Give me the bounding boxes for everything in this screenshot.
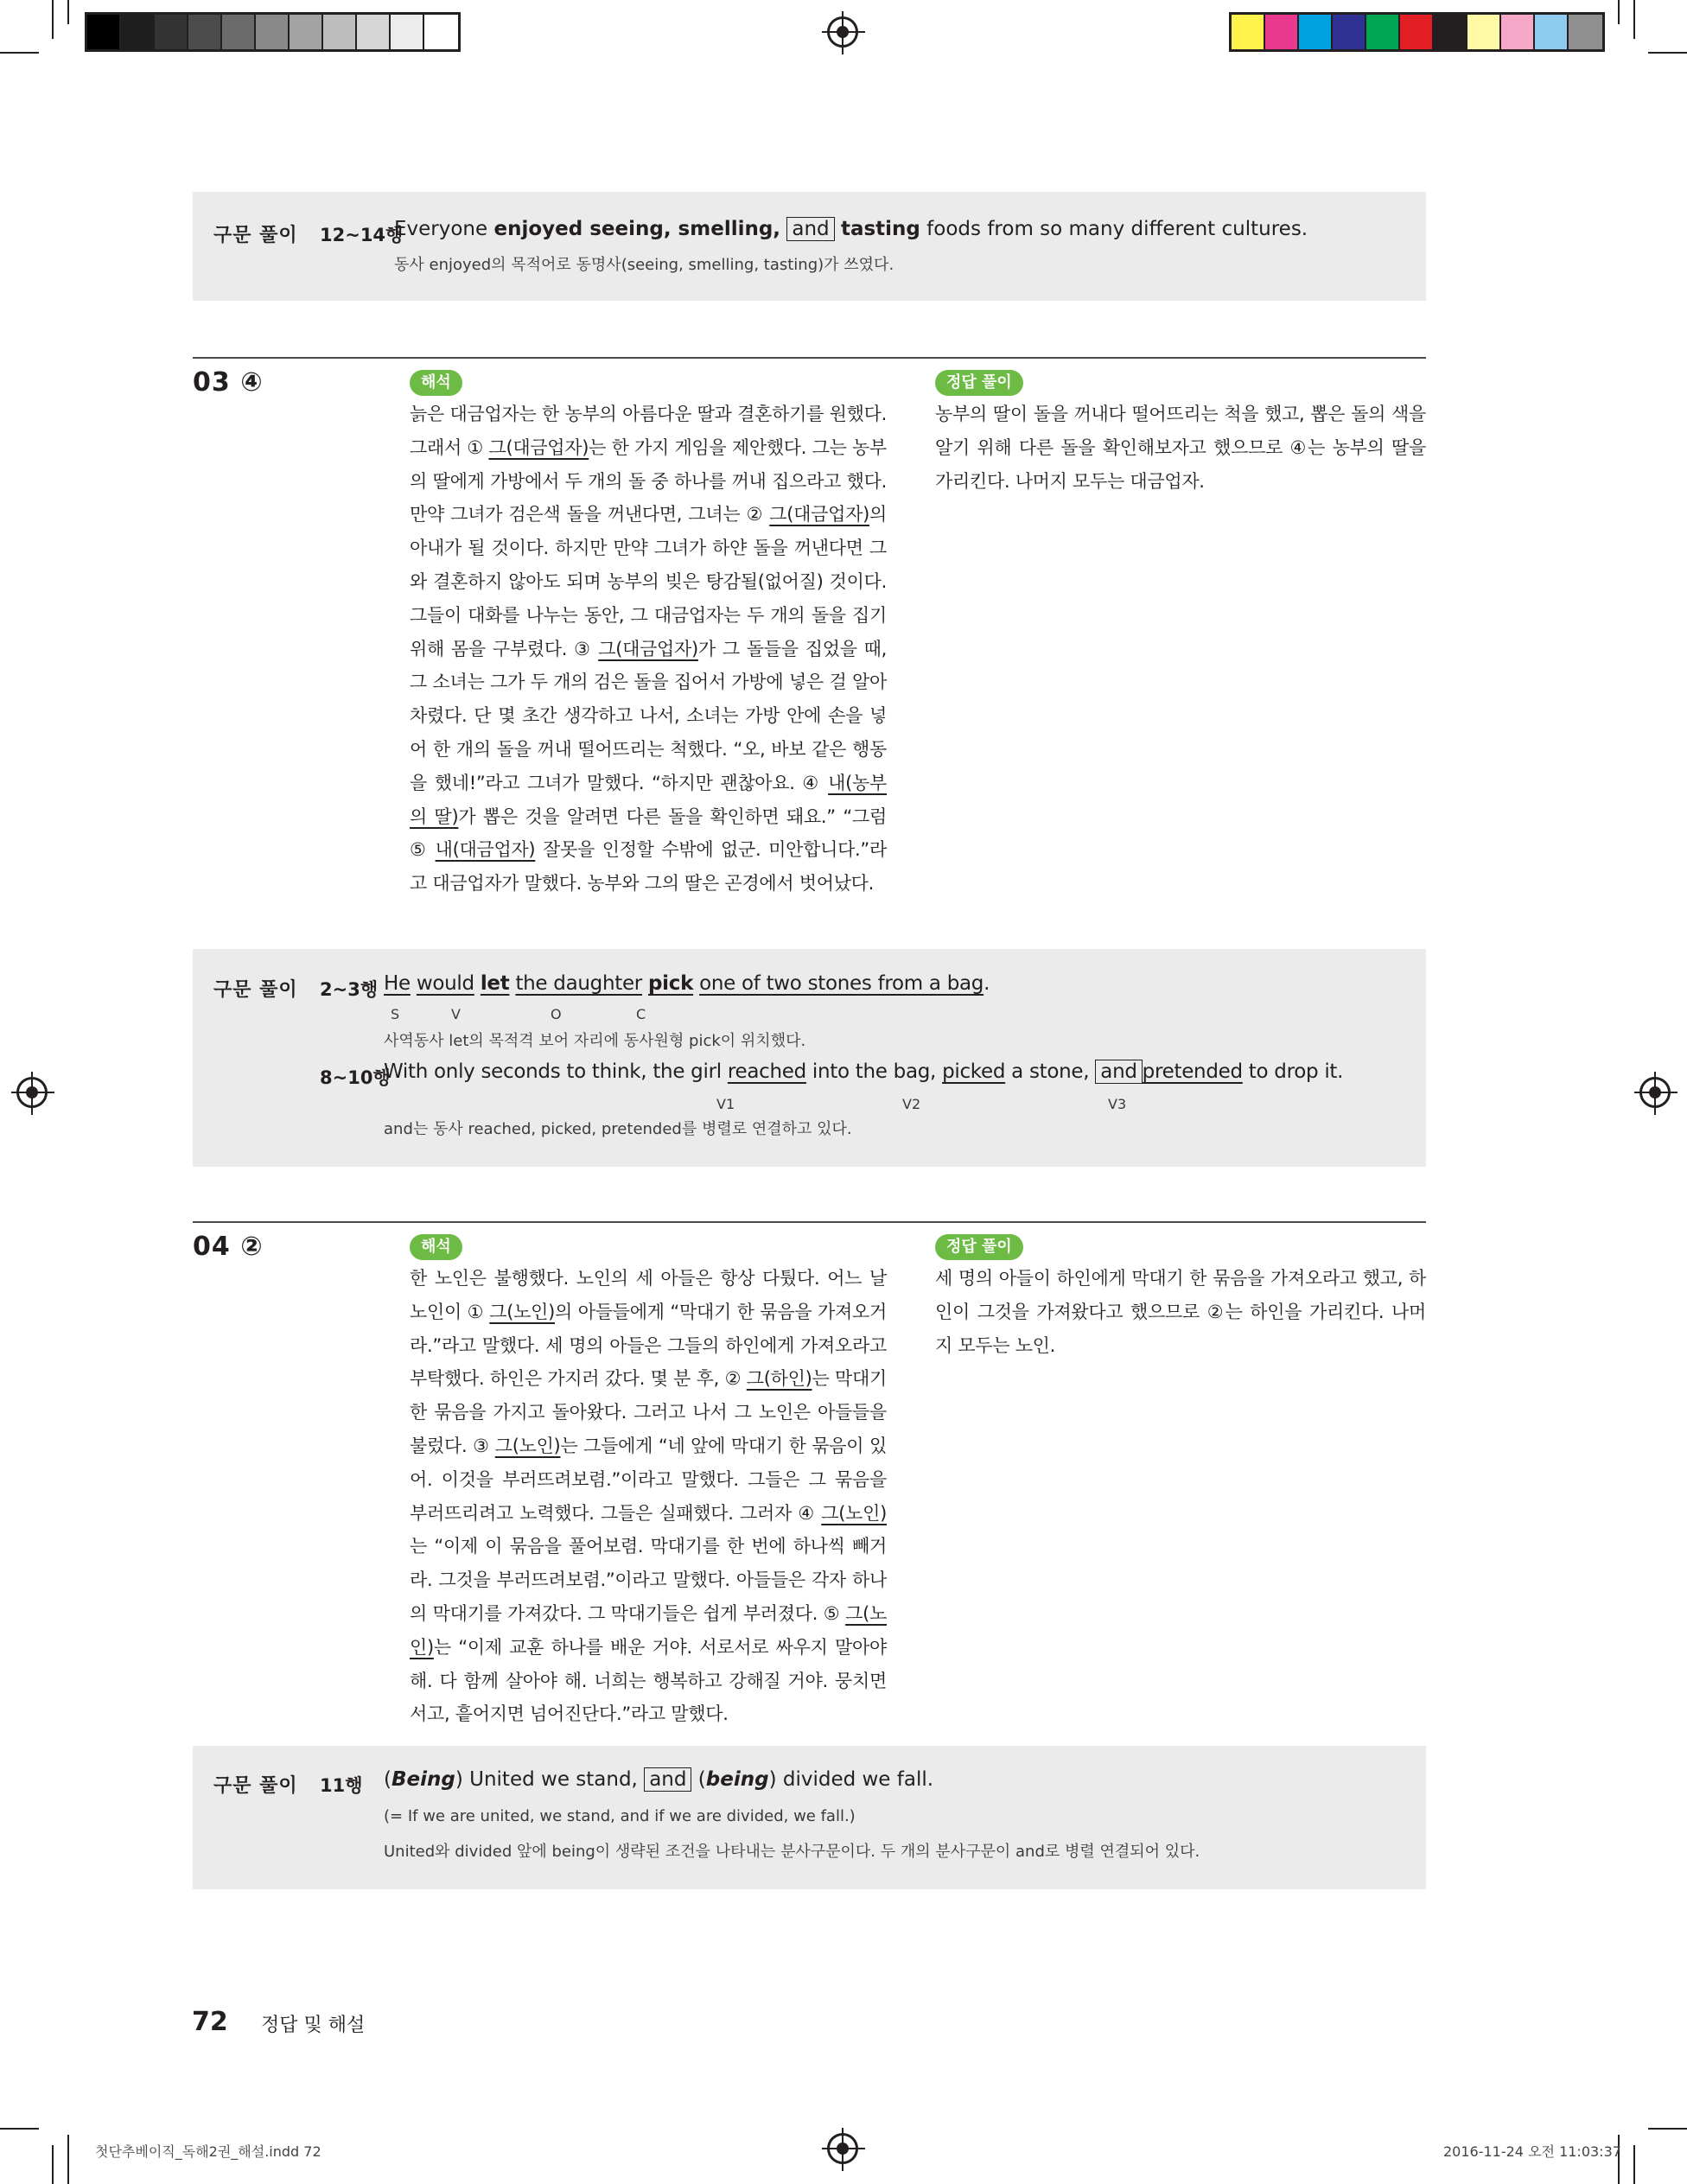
referent-underlined: 그(노인) [489,1301,556,1322]
translation-label: 해석 [410,1234,462,1260]
registration-mark-left [16,1077,48,1108]
verb-pretended: pretended [1142,1060,1243,1083]
color-swatch [1333,15,1366,49]
verb-reached: reached [727,1060,806,1083]
syntax-note: 동사 enjoyed의 목적어로 동명사(seeing, smelling, tasting)가 쓰였다. [394,256,894,274]
referent-underlined: 그(노인) [494,1435,561,1456]
sentence-part: ( [691,1768,706,1791]
translation-text: 는 한 가지 게임을 제안했다. 그는 농부의 딸에게 가방에서 두 개의 돌 중 하나를 꺼내 집으라고 했다. 만약 그녀가 검은색 돌을 꺼낸다면, 그녀는 ② [410,436,887,525]
color-swatch [1434,15,1467,49]
syntax-box-1 [193,192,1426,301]
color-swatch [1366,15,1400,49]
line-ref: 8~10행 [320,1067,391,1088]
registration-mark-top [827,16,858,48]
label-v1: V1 [716,1096,735,1112]
sentence-end: . [984,972,990,995]
translation-text: 의 아내가 될 것이다. 하지만 만약 그녀가 하얀 돌을 꺼낸다면 그와 결혼하지 않아도 되며 농부의 빚은 탕감될(없어질) 것이다. 그들이 대화를 나누는 동안, 그 대금업자는 두 개의 돌을 집기 위해 몸을 구부렸다. ③ [410,504,887,659]
color-swatch [323,15,357,49]
translation-text: 가 뽑은 것을 알려면 다른 돌을 확인하면 돼요.” “그럼 ⑤ [410,805,887,861]
syntax-note: 사역동사 let의 목적격 보어 자리에 동사원형 pick이 위치했다. [384,1032,806,1050]
sentence-part: a stone, [1005,1060,1096,1083]
registration-mark-bottom [827,2133,858,2164]
referent-underlined: 그(대금업자) [598,638,698,659]
syntax-box-2 [193,949,1426,1167]
color-swatch [391,15,424,49]
process-color-bar [1229,12,1605,52]
answer-label: 정답 풀이 [935,370,1023,396]
object: the daughter [515,972,642,995]
paraphrase: (= If we are united, we stand, and if we are divided, we fall.) [384,1807,856,1825]
sentence-part: ( [384,1768,392,1791]
page-number: 72 [192,2007,228,2037]
verb-would: would [416,972,474,995]
syntax-note: United와 divided 앞에 being이 생략된 조건을 나타내는 분사구문이다. 두 개의 분사구문이 and로 병렬 연결되어 있다. [384,1843,1200,1861]
question-number: 03 ④ [193,367,264,398]
referent-underlined: 그(노인) [821,1502,887,1524]
sentence-part: to drop it. [1242,1060,1344,1083]
label-v: V [451,1006,461,1022]
sentence-part: foods from so many different cultures. [920,218,1308,240]
color-swatch [290,15,323,49]
sentence-part: ) United we stand, [455,1768,645,1791]
color-swatch [1265,15,1299,49]
sentence-part: Everyone [394,218,494,240]
translation-text: 한 노인은 불행했다. 노인의 세 아들은 항상 다퉜다. 어느 날 노인이 ① [410,1268,887,1322]
boxed-conjunction: and [1095,1060,1142,1084]
example-sentence [384,1768,933,1791]
label-v2: V2 [902,1096,921,1112]
color-swatch [256,15,290,49]
print-timestamp: 2016-11-24 오전 11:03:37 [1443,2143,1621,2160]
color-swatch [1467,15,1501,49]
omitted-being: being [705,1768,769,1791]
referent-underlined: 그(노인) [410,1602,887,1658]
line-ref: 11행 [320,1775,363,1796]
label-c: C [636,1006,646,1022]
label-v3: V3 [1108,1096,1127,1112]
translation-text: 는 그들에게 “네 앞에 막대기 한 묶음이 있어. 이것을 부러뜨려보렴.”이라고 말했다. 그들은 그 묶음을 부러뜨리려고 노력했다. 그들은 실패했다. 그러자 ④ [410,1435,887,1524]
sentence-part: With only seconds to think, the girl [384,1060,728,1083]
example-sentence-1 [384,972,990,995]
color-swatch [357,15,391,49]
translation-text: 늙은 대금업자는 한 농부의 아름다운 딸과 결혼하기를 원했다. 그래서 ① [410,404,887,458]
syntax-box-3 [193,1746,1426,1889]
referent-underlined: 내(대금업자) [435,839,536,861]
verb-picked: picked [942,1060,1006,1083]
boxed-conjunction: and [786,217,834,241]
section-divider [193,1221,1426,1223]
answer-explanation: 세 명의 아들이 하인에게 막대기 한 묶음을 가져오라고 했고, 하인이 그것을 가져왔다고 했으므로 ②는 하인을 가리킨다. 나머지 모두는 노인. [935,1268,1426,1356]
question-number: 04 ② [193,1232,264,1262]
translation-text: 는 막대기 한 묶음을 가지고 돌아왔다. 그러고 나서 그 노인은 아들들을 불렀다. ③ [410,1368,887,1456]
answer-explanation: 농부의 딸이 돌을 꺼내다 떨어뜨리는 척을 했고, 뽑은 돌의 색을 알기 위해 다른 돌을 확인해보자고 했으므로 ④는 농부의 딸을 가리킨다. 나머지 모두는 대금업자. [935,404,1426,492]
subject: He [384,972,411,995]
grayscale-color-bar [85,12,461,52]
example-sentence [394,218,1308,240]
translation-text: 는 “이제 교훈 하나를 배운 거야. 서로서로 싸우지 말아야 해. 다 함께 살아야 해. 너희는 행복하고 강해질 거야. 뭉치면 서고, 흩어지면 넘어진단다.”라고 말했다. [410,1636,887,1725]
translation-text: 가 그 돌들을 집었을 때, 그 소녀는 그가 두 개의 검은 돌을 집어서 가방에 넣은 걸 알아차렸다. 단 몇 초간 생각하고 나서, 소녀는 가방 안에 손을 넣어 한 개의 돌을 꺼내 떨어뜨리는 척했다. “오, 바보 같은 행동을 했네!”라고 그녀가 말했다. “하지만 괜찮아요. ④ [410,638,887,793]
translation-text: 잘못을 인정할 수밖에 없군. 미안합니다.”라고 대금업자가 말했다. 농부와 그의 딸은 곤경에서 벗어났다. [410,839,887,895]
boxed-conjunction: and [644,1767,691,1792]
referent-underlined: 그(하인) [746,1368,812,1390]
color-swatch [1400,15,1434,49]
translation-paragraph [410,1262,887,1731]
color-swatch [121,15,155,49]
answer-label: 정답 풀이 [935,1234,1023,1260]
complement-object: one of two stones from a bag [699,972,984,995]
syntax-label: 구문 풀이 [213,979,298,1001]
example-sentence-2 [384,1060,1343,1083]
omitted-being: Being [391,1768,455,1791]
line-ref: 2~3행 [320,979,379,1000]
color-swatch [1232,15,1265,49]
color-swatch [1299,15,1333,49]
translation-text: 는 “이제 이 묶음을 풀어보렴. 막대기를 한 번에 하나씩 빼거라. 그것을 부러뜨려보렴.”이라고 말했다. 아들들은 각자 하나의 막대기를 가져갔다. 그 막대기들은 쉽게 부러졌다. ⑤ [410,1536,887,1624]
translation-label: 해석 [410,370,462,396]
label-o: O [551,1006,562,1022]
label-s: S [391,1006,400,1022]
sentence-verb-tasting: tasting [840,218,920,240]
color-swatch [87,15,121,49]
section-divider [193,357,1426,359]
translation-text: 의 아들들에게 “막대기 한 묶음을 가져오거라.”라고 말했다. 세 명의 아들은 그들의 하인에게 가져오라고 부탁했다. 하인은 가지러 갔다. 몇 분 후, ② [410,1301,887,1390]
color-swatch [424,15,458,49]
verb-let: let [480,972,510,995]
line-ref: 12~14행 [320,225,404,245]
sentence-part: into the bag, [805,1060,943,1083]
color-swatch [155,15,188,49]
registration-mark-right [1639,1077,1671,1108]
sentence-verbs: enjoyed seeing, smelling, [493,218,781,240]
syntax-label: 구문 풀이 [213,1775,298,1797]
syntax-note: and는 동사 reached, picked, pretended를 병렬로 연결하고 있다. [384,1120,852,1138]
referent-underlined: 내(농부의 딸) [410,772,887,827]
color-swatch [1535,15,1569,49]
complement-pick: pick [647,972,694,995]
color-swatch [222,15,256,49]
page-title: 정답 및 해설 [261,2015,366,2036]
syntax-label: 구문 풀이 [213,225,298,246]
color-swatch [1501,15,1535,49]
referent-underlined: 그(대금업자) [769,504,869,525]
sentence-part: ) divided we fall. [768,1768,934,1791]
color-swatch [188,15,222,49]
color-swatch [1569,15,1602,49]
file-slug: 첫단추베이직_독해2권_해설.indd 72 [95,2143,321,2160]
translation-paragraph [410,398,887,901]
referent-underlined: 그(대금업자) [488,436,589,458]
